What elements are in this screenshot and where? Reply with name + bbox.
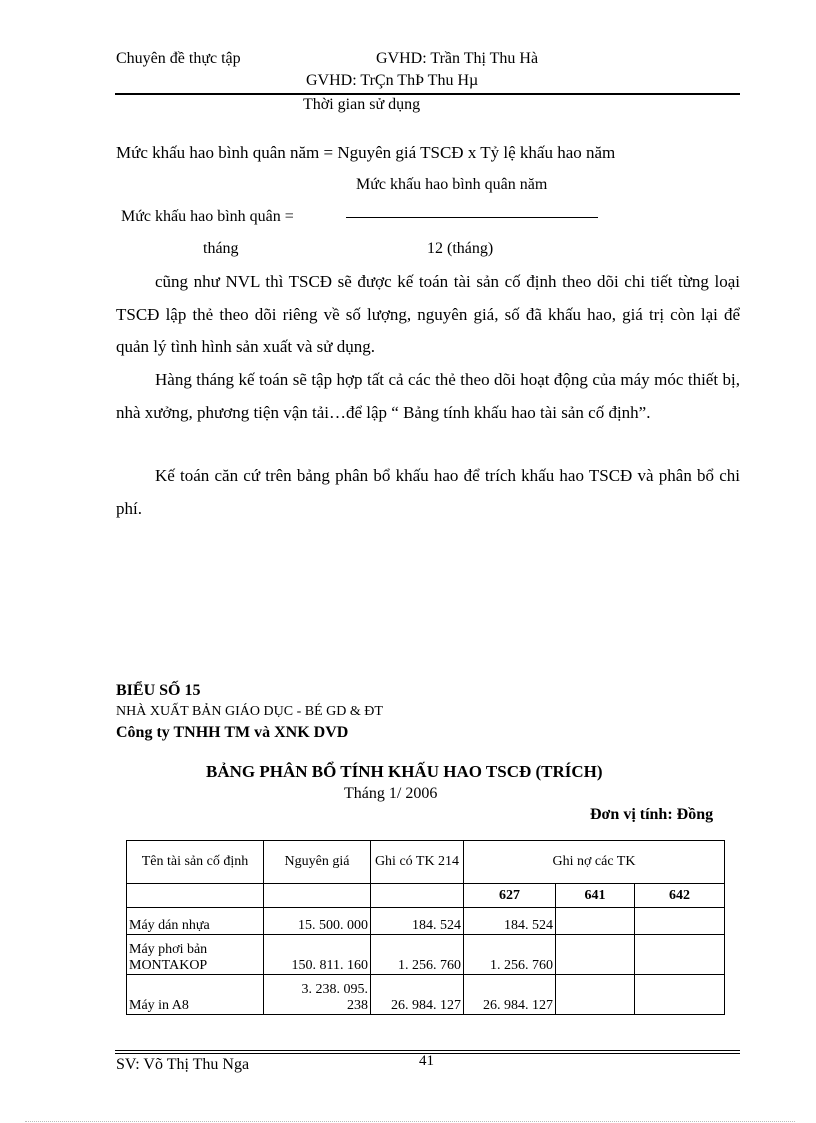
formula-line2: Mức khấu hao bình quân năm = Nguyên giá TSCĐ x Tỷ lệ khấu hao năm (116, 143, 616, 162)
col-header-627: 627 (464, 884, 556, 908)
formula-line1: Thời gian sử dụng (303, 96, 421, 113)
cell-642 (635, 935, 725, 975)
footer-student: SV: Võ Thị Thu Nga (116, 1056, 250, 1073)
cell-641 (556, 908, 635, 935)
cell-credit: 26. 984. 127 (371, 975, 464, 1015)
exhibit-unit: Đơn vị tính: Đồng (590, 806, 714, 823)
footer-rule-1 (115, 1050, 740, 1051)
col-header-name: Tên tài sản cố định (127, 841, 264, 884)
exhibit-company: Công ty TNHH TM và XNK DVD (116, 724, 349, 741)
cell-cost: 3. 238. 095. 238 (264, 975, 371, 1015)
paragraph-2: Hàng tháng kế toán sẽ tập hợp tất cả các thẻ theo dõi hoạt động của máy móc thiết bị, nhà xưởng, phương tiện vận tải…để lập “ Bảng tính khấu hao tài sản cố định”. (116, 370, 740, 422)
table-row (127, 975, 725, 1015)
col-header-cost: Nguyên giá (264, 841, 371, 884)
exhibit-title: BẢNG PHÂN BỔ TÍNH KHẤU HAO TSCĐ (TRÍCH) (206, 762, 603, 781)
exhibit-month: Tháng 1/ 2006 (344, 785, 438, 802)
formula-numerator: Mức khấu hao bình quân năm (356, 176, 548, 193)
col-header-debit: Ghi nợ các TK (464, 841, 725, 884)
cell-641 (556, 935, 635, 975)
cell-credit: 1. 256. 760 (371, 935, 464, 975)
subheader-empty-3 (371, 884, 464, 908)
exhibit-publisher: NHÀ XUẤT BẢN GIÁO DỤC - BÉ GD & ĐT (116, 704, 383, 719)
cell-642 (635, 975, 725, 1015)
col-header-641: 641 (556, 884, 635, 908)
exhibit-label: BIỂU SỐ 15 (116, 682, 201, 699)
cell-name: Máy dán nhựa (127, 908, 264, 935)
depreciation-table (126, 840, 725, 1015)
col-header-642: 642 (635, 884, 725, 908)
paragraph-1: cũng như NVL thì TSCĐ sẽ được kế toán tài sản cố định theo dõi chi tiết từng loại TSCĐ lập thẻ theo dõi riêng về số lượng, nguyên giá, số đã khấu hao, giá trị còn lại để quản lý tình hình sản xuất và sử dụng. (116, 272, 740, 356)
formula-left-label: Mức khấu hao bình quân = (121, 208, 294, 225)
cell-cost: 150. 811. 160 (264, 935, 371, 975)
paragraph-3: Kế toán căn cứ trên bảng phân bổ khấu hao để trích khấu hao TSCĐ và phân bổ chi phí. (116, 466, 740, 518)
cell-name: Máy in A8 (127, 975, 264, 1015)
header-rule (115, 93, 740, 95)
cell-627: 1. 256. 760 (464, 935, 556, 975)
header-right: GVHD: Trần Thị Thu Hà (376, 50, 539, 67)
subheader-empty-1 (127, 884, 264, 908)
table-subheader-row (127, 884, 725, 908)
page-number: 41 (419, 1053, 434, 1069)
table-row (127, 935, 725, 975)
page-edge-dots (25, 1121, 795, 1122)
cell-627: 184. 524 (464, 908, 556, 935)
cell-627: 26. 984. 127 (464, 975, 556, 1015)
table-row (127, 908, 725, 935)
cell-credit: 184. 524 (371, 908, 464, 935)
subheader-empty-2 (264, 884, 371, 908)
fraction-bar (346, 217, 598, 218)
cell-name: Máy phơi bản MONTAKOP (127, 935, 264, 975)
cell-cost: 15. 500. 000 (264, 908, 371, 935)
cell-642 (635, 908, 725, 935)
header-left: Chuyên đề thực tập (116, 50, 241, 67)
col-header-credit: Ghi có TK 214 (371, 841, 464, 884)
cell-641 (556, 975, 635, 1015)
formula-left-label2: tháng (203, 240, 239, 257)
table-header-row (127, 841, 725, 884)
header-garbled: GVHD: TrÇn ThÞ Thu Hµ (306, 72, 479, 89)
formula-denominator: 12 (tháng) (427, 240, 494, 257)
